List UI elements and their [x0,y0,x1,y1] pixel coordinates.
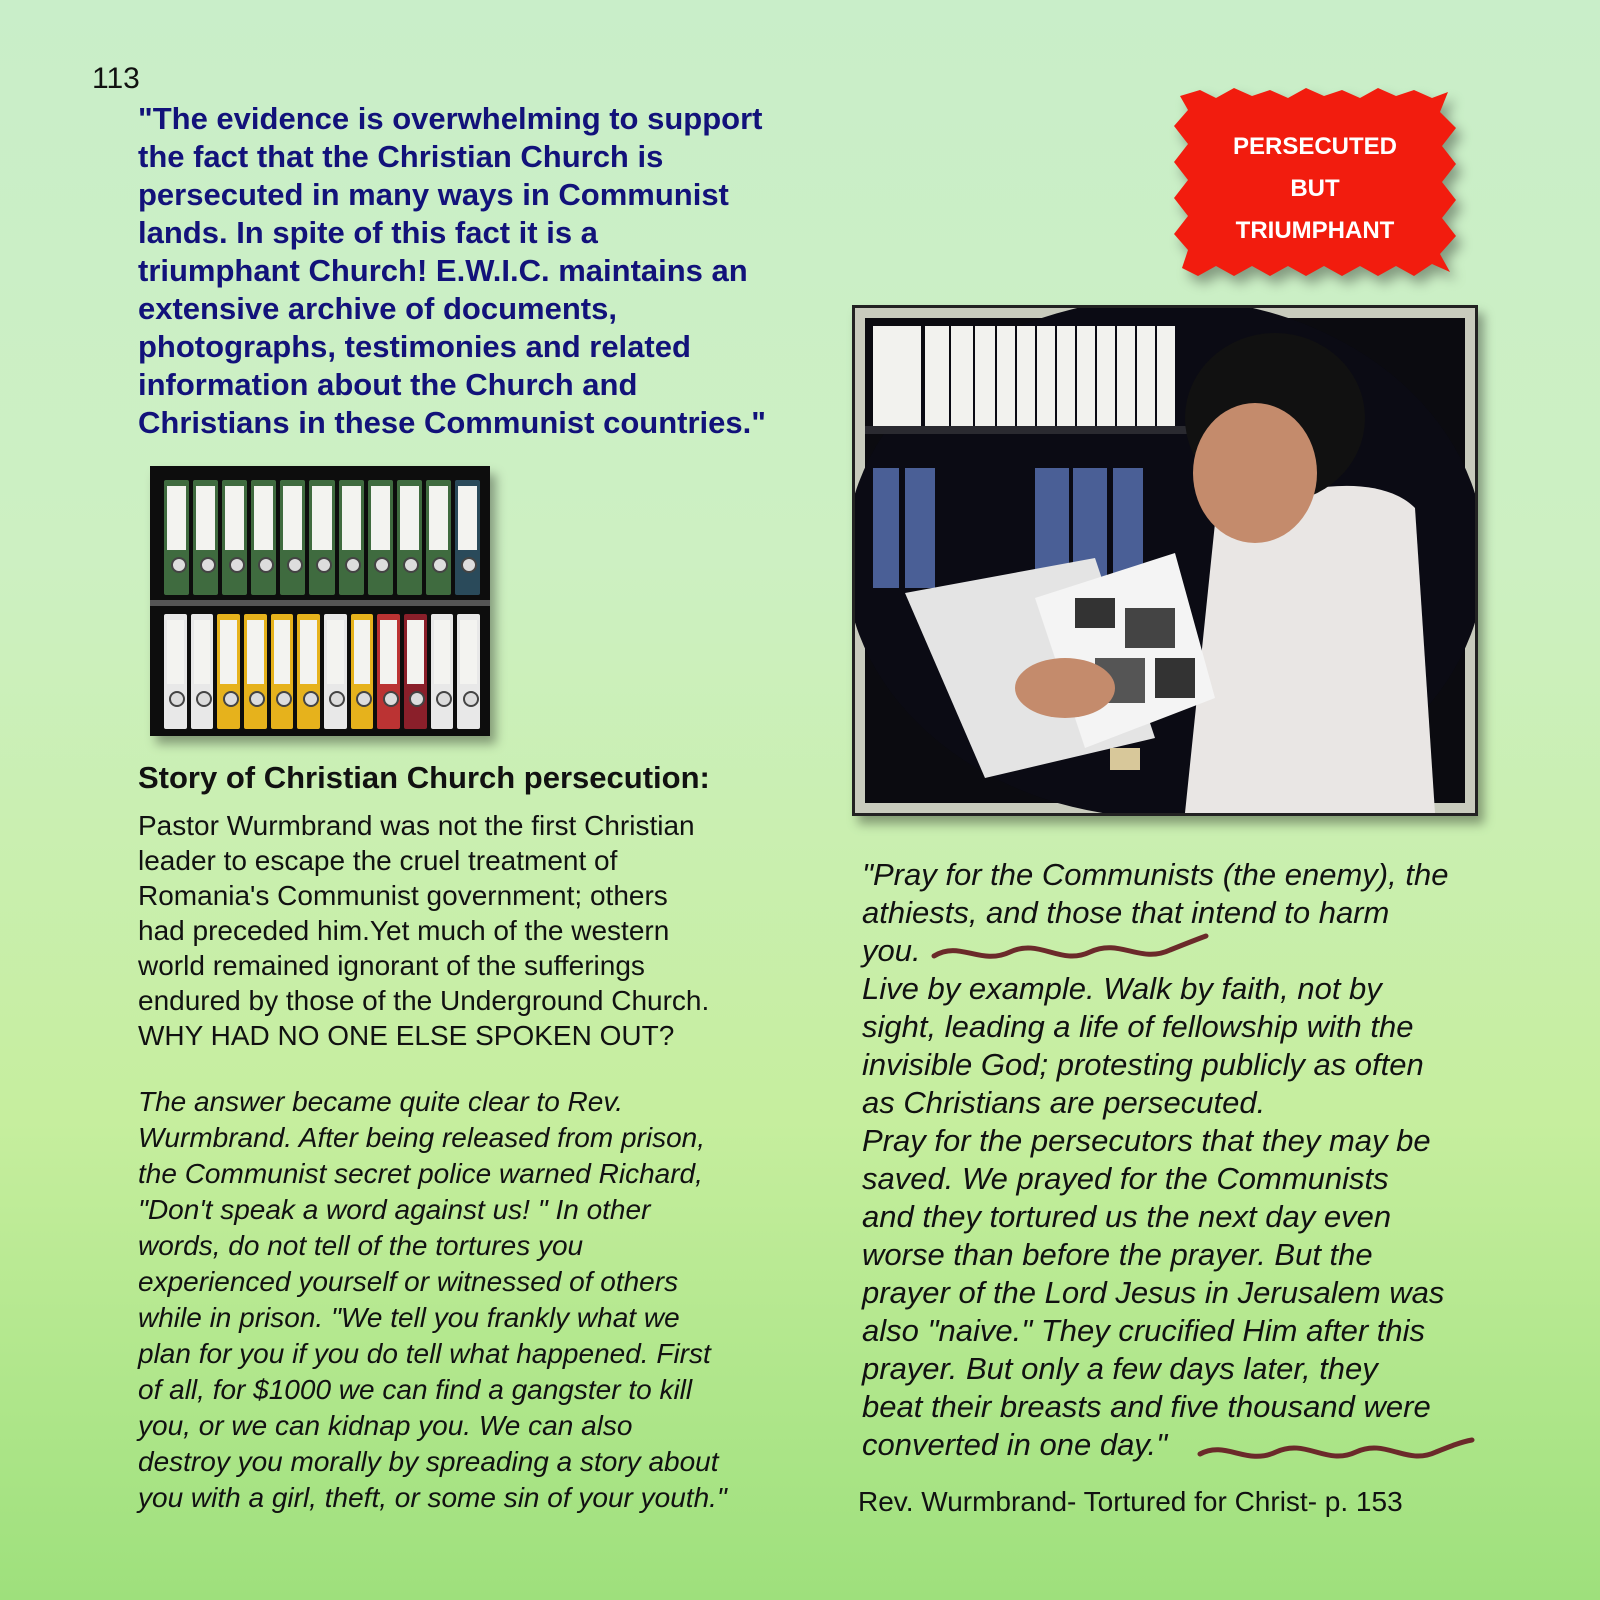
lead-quote-line: persecuted in many ways in Communist [138,177,729,212]
quote-line: sight, leading a life of fellowship with the [862,1009,1414,1044]
lead-quote [138,100,828,442]
quote-line: you. [862,933,921,968]
lead-quote-line: triumphant Church! E.W.I.C. maintains an [138,253,748,288]
quote-line: and they tortured us the next day even [862,1199,1392,1234]
story-line: Pastor Wurmbrand was not the first Christian [138,810,695,841]
story-answer [138,1084,788,1516]
binder-shelf-top [164,480,480,595]
lead-quote-line: Christians in these Communist countries." [138,405,766,440]
story-line: world remained ignorant of the sufferings [138,950,645,981]
story-line: Romania's Communist government; others [138,880,668,911]
lead-quote-line: extensive archive of documents, [138,291,617,326]
quote-line: prayer of the Lord Jesus in Jerusalem was [862,1275,1445,1310]
quote-line: "Pray for the Communists (the enemy), the [862,857,1449,892]
answer-line: "Don't speak a word against us! " In other [138,1194,651,1225]
quote-line: as Christians are persecuted. [862,1085,1266,1120]
quote-citation: Rev. Wurmbrand- Tortured for Christ- p. 153 [858,1486,1403,1517]
answer-line: the Communist secret police warned Richard, [138,1158,703,1189]
story-line: endured by those of the Underground Church. [138,985,710,1016]
quote-line: Pray for the persecutors that they may be [862,1123,1431,1158]
binder-shelf-bottom [164,614,480,729]
badge-line: BUT [1290,175,1340,202]
squiggle-divider-icon [930,930,1210,970]
answer-line: you, or we can kidnap you. We can also [138,1410,633,1441]
badge-line: PERSECUTED [1232,133,1398,160]
answer-line: while in prison. "We tell you frankly what we [138,1302,680,1333]
story-line: WHY HAD NO ONE ELSE SPOKEN OUT? [138,1020,675,1051]
shelf-divider [150,600,490,606]
answer-line: of all, for $1000 we can find a gangster to kill [138,1374,693,1405]
badge-line: TRIUMPHANT [1235,217,1395,244]
quote-line: Live by example. Walk by faith, not by [862,971,1382,1006]
man-reading-album-photo [852,305,1478,816]
lead-quote-line: information about the Church and [138,367,638,402]
answer-line: destroy you morally by spreading a story about [138,1446,719,1477]
answer-line: plan for you if you do tell what happened. First [138,1338,711,1369]
persecuted-badge [1170,88,1460,278]
quote-line: athiests, and those that intend to harm [862,895,1390,930]
answer-line: words, do not tell of the tortures you [138,1230,584,1261]
quote-line: prayer. But only a few days later, they [862,1351,1378,1386]
badge-text [1170,126,1460,252]
quote-line: converted in one day." [862,1427,1168,1462]
answer-line: you with a girl, theft, or some sin of your youth." [138,1482,727,1513]
story-line: leader to escape the cruel treatment of [138,845,618,876]
story-title: Story of Christian Church persecution: [138,760,710,795]
archive-binders-photo [150,466,490,736]
quote-line: invisible God; protesting publicly as often [862,1047,1424,1082]
quote-line: worse than before the prayer. But the [862,1237,1373,1272]
story-line: had preceded him.Yet much of the western [138,915,670,946]
answer-line: experienced yourself or witnessed of others [138,1266,679,1297]
quote-line: saved. We prayed for the Communists [862,1161,1389,1196]
quote-line: beat their breasts and five thousand were [862,1389,1431,1424]
lead-quote-line: lands. In spite of this fact it is a [138,215,598,250]
squiggle-divider-icon [1196,1432,1476,1472]
page-number: 113 [92,62,140,95]
answer-line: Wurmbrand. After being released from prison, [138,1122,705,1153]
story-body [138,808,778,1053]
quote-line: also "naive." They crucified Him after this [862,1313,1425,1348]
lead-quote-line: photographs, testimonies and related [138,329,691,364]
lead-quote-line: the fact that the Christian Church is [138,139,664,174]
man-reading-album-icon [855,308,1475,813]
answer-line: The answer became quite clear to Rev. [138,1086,624,1117]
lead-quote-line: "The evidence is overwhelming to support [138,101,763,136]
